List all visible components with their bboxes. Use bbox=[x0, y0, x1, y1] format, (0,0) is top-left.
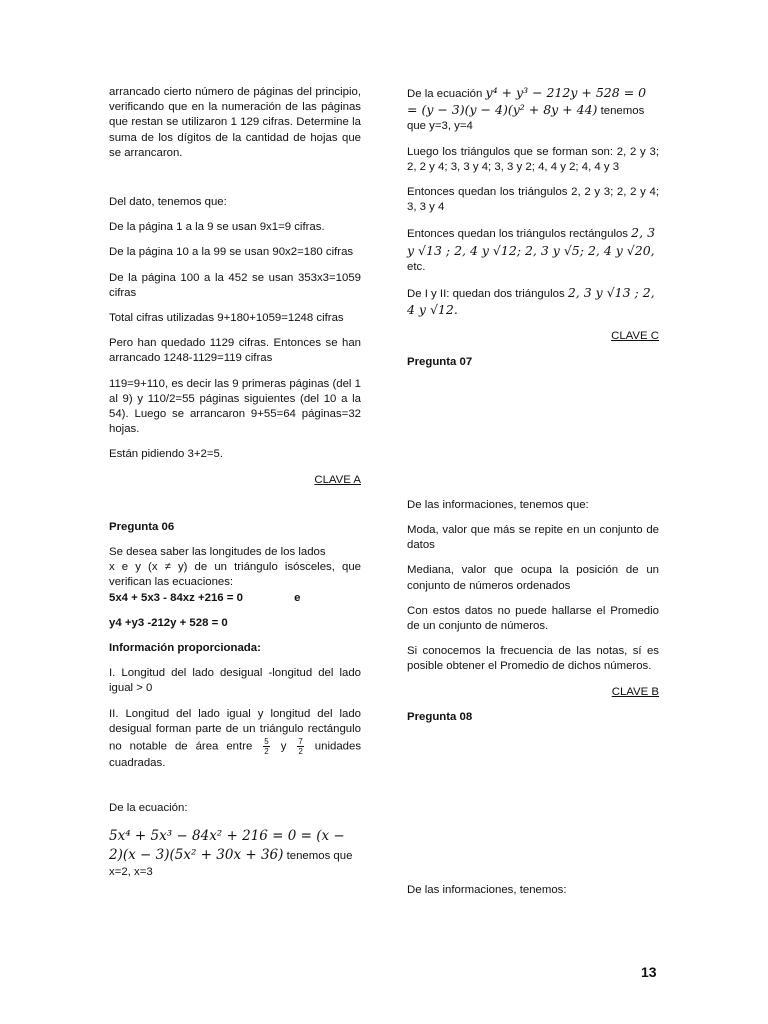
equation-1-connector: e bbox=[294, 591, 301, 604]
informaciones-heading-2: De las informaciones, tenemos: bbox=[407, 884, 567, 897]
line-7: Están pidiendo 3+2=5. bbox=[109, 448, 224, 461]
question-06-title: Pregunta 06 bbox=[109, 520, 175, 533]
clave-a: CLAVE A bbox=[314, 473, 361, 486]
line-4: Total cifras utilizadas 9+180+1059=1248 cifras bbox=[109, 312, 344, 325]
right-column bbox=[407, 85, 659, 908]
frecuencia-note: Si conocemos la frecuencia de las notas, sí es posible obtener el Promedio de dichos números. bbox=[407, 645, 659, 673]
info-ii-y: y bbox=[280, 740, 287, 753]
q06-text-1: Se desea saber las longitudes de los lados bbox=[109, 546, 326, 559]
line-2: De la página 10 a la 99 se usan 90x2=180 cifras bbox=[109, 246, 354, 259]
fraction-denominator: 2 bbox=[298, 747, 303, 757]
conclusion-intro: De I y II: quedan dos triángulos bbox=[407, 288, 565, 301]
mediana-definition: Mediana, valor que ocupa la posición de un conjunto de números ordenados bbox=[407, 564, 659, 592]
line-6: 119=9+110, es decir las 9 primeras páginas (del 1 al 9) y 110/2=55 páginas siguientes (del 10 a la 54). Luego se arrancaron 9+55=64 páginas=32 hojas. bbox=[109, 377, 361, 436]
info-title: Información proporcionada: bbox=[109, 642, 261, 655]
page-number: 13 bbox=[641, 964, 657, 980]
equation-2: y4 +y3 -212y + 528 = 0 bbox=[109, 616, 228, 629]
factored-equation-math: 5x⁴ + 5x³ − 84x² + 216 = 0 = (x − 2)(x − 3)(5x² + 30x + 36) bbox=[109, 827, 345, 863]
fraction-numerator: 7 bbox=[298, 737, 303, 747]
fraction-5-2 bbox=[263, 737, 269, 756]
ecuacion-heading: De la ecuación: bbox=[109, 802, 188, 815]
fraction-denominator: 2 bbox=[264, 747, 269, 757]
line-3: De la página 100 a la 452 se usan 353x3=1059 cifras bbox=[109, 271, 361, 299]
info-ii bbox=[109, 707, 361, 772]
equation-1 bbox=[109, 591, 361, 606]
promedio-note: Con estos datos no puede hallarse el Promedio de un conjunto de números. bbox=[407, 604, 659, 633]
right-triangles-math: 2, 3 y √13 ; 2, 4 y √12; 2, 3 y √5; 2, 4 y √20, bbox=[407, 225, 656, 258]
y-equation bbox=[407, 85, 659, 135]
line-5: Pero han quedado 1129 cifras. Entonces se han arrancado 1248-1129=119 cifras bbox=[109, 337, 361, 365]
line-1: De la página 1 a la 9 se usan 9x1=9 cifras. bbox=[109, 221, 325, 234]
dato-heading: Del dato, tenemos que: bbox=[109, 196, 227, 209]
info-ii-units: unidades cuadradas. bbox=[109, 740, 362, 770]
left-column bbox=[109, 85, 361, 890]
y-equation-result: tenemos que y=3, y=4 bbox=[407, 105, 645, 133]
q06-text-2: x e y (x ≠ y) de un triángulo isósceles, que verifican las ecuaciones: bbox=[109, 561, 361, 589]
info-i: I. Longitud del lado desigual -longitud del lado igual > 0 bbox=[109, 667, 361, 695]
right-triangles-etc: etc. bbox=[407, 260, 426, 273]
remaining-triangles: Entonces quedan los triángulos 2, 2 y 3; 2, 2 y 4; 3, 3 y 4 bbox=[407, 186, 659, 214]
info-ii-text: II. Longitud del lado igual y longitud del lado desigual forman parte de un triángulo rectángulo no notable de área entre bbox=[109, 707, 361, 753]
clave-b: CLAVE B bbox=[611, 685, 659, 698]
factored-equation-result: tenemos que x=2, x=3 bbox=[109, 849, 353, 878]
fraction-7-2 bbox=[297, 737, 303, 756]
conclusion-math: 2, 3 y √13 ; 2, 4 y √12. bbox=[407, 285, 655, 318]
question-07-title: Pregunta 07 bbox=[407, 355, 473, 368]
y-equation-intro: De la ecuación bbox=[407, 88, 483, 100]
moda-definition: Moda, valor que más se repite en un conjunto de datos bbox=[407, 524, 659, 552]
informaciones-heading: De las informaciones, tenemos que: bbox=[407, 498, 589, 511]
equation-1-text: 5x4 + 5x3 - 84xz +216 = 0 bbox=[109, 591, 243, 604]
triangles-list: Luego los triángulos que se forman son: 2, 2 y 3; 2, 2 y 4; 3, 3 y 4; 3, 3 y 2; 4, 4 y 2; 4, 4 y 3 bbox=[407, 145, 659, 173]
intro-text: arrancado cierto número de páginas del principio, verificando que en la numeración de las páginas que restan se utilizaron 1 129 cifras. Determine la suma de los dígitos de la cantidad de hojas que se arrancaron. bbox=[109, 86, 361, 159]
factored-equation bbox=[109, 827, 361, 880]
question-08-title: Pregunta 08 bbox=[407, 710, 473, 723]
fraction-numerator: 5 bbox=[264, 737, 269, 747]
right-triangles bbox=[407, 225, 659, 275]
y-equation-math: y⁴ + y³ − 212y + 528 = 0 = (y − 3)(y − 4)(y² + 8y + 44) bbox=[407, 85, 647, 118]
right-triangles-intro: Entonces quedan los triángulos rectángulos bbox=[407, 228, 628, 241]
clave-c: CLAVE C bbox=[611, 330, 659, 343]
conclusion-i-ii bbox=[407, 285, 659, 319]
